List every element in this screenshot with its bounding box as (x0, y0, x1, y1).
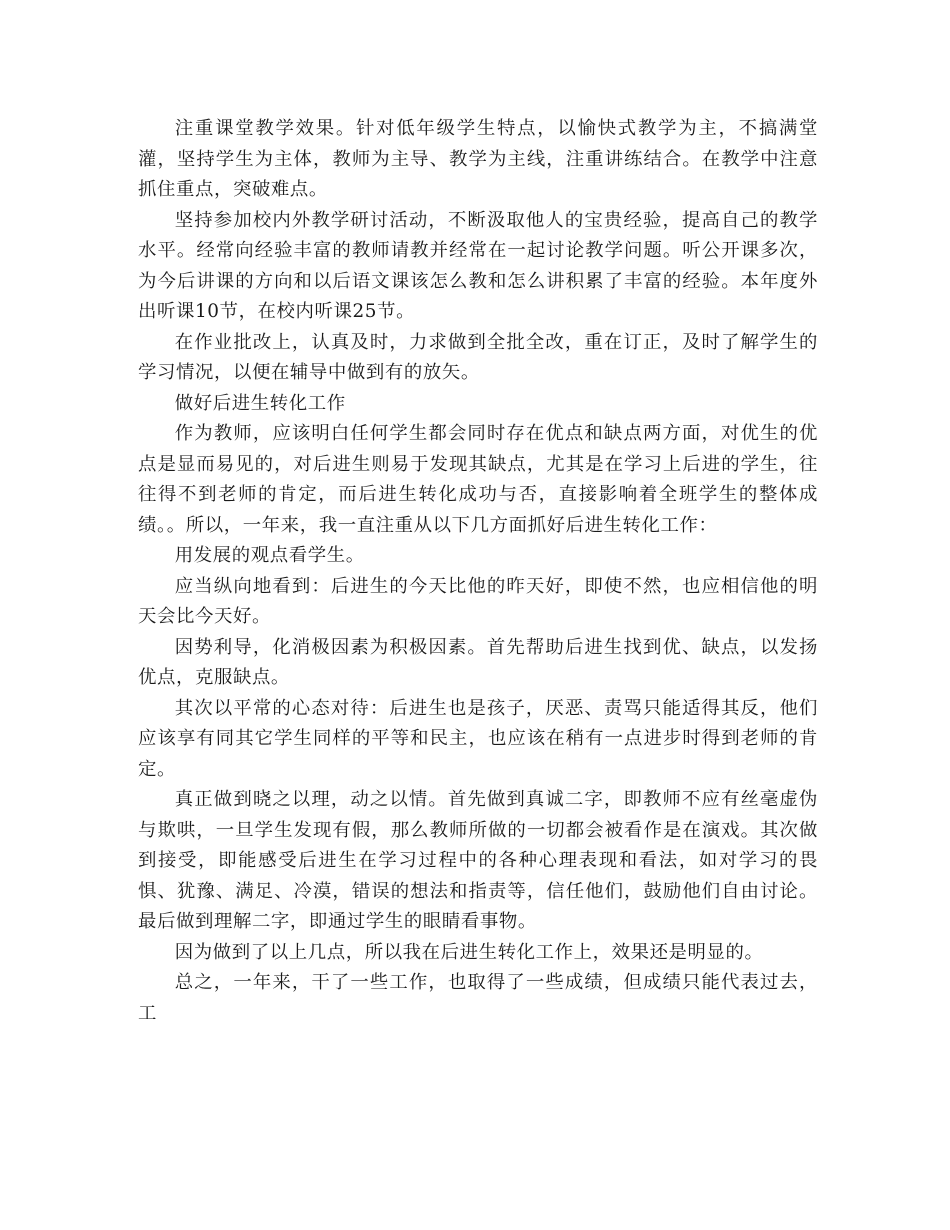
document-body (138, 114, 818, 1029)
paragraph-reason-emotion: 真正做到晓之以理，动之以情。首先做到真诚二字，即教师不应有丝毫虚伪与欺哄，一旦学生发现有假，那么教师所做的一切都会被看作是在演戏。其次做到接受，即能感受后进生在学习过程中的各种心理表现和看法，如对学习的畏惧、犹豫、满足、冷漠，错误的想法和指责等，信任他们，鼓励他们自由讨论。最后做到理解二字，即通过学生的眼睛看事物。 (138, 789, 818, 932)
paragraph-summary: 总之，一年来，干了一些工作，也取得了一些成绩，但成绩只能代表过去，工 (138, 972, 818, 1024)
paragraph-normal-attitude: 其次以平常的心态对待：后进生也是孩子，厌恶、责骂只能适得其反，他们应该享有同其它学生同样的平等和民主，也应该在稍有一点进步时得到老师的肯定。 (138, 697, 818, 780)
paragraph-teaching-research: 坚持参加校内外教学研讨活动，不断汲取他人的宝贵经验，提高自己的教学水平。经常向经验丰富的教师请教并经常在一起讨论教学问题。听公开课多次，为今后讲课的方向和以后语文课该怎么教和怎么讲积累了丰富的经验。本年度外出听课10节，在校内听课25节。 (138, 209, 818, 322)
paragraph-vertical-view: 应当纵向地看到：后进生的今天比他的昨天好，即使不然，也应相信他的明天会比今天好。 (138, 575, 818, 627)
section-heading-underachievers: 做好后进生转化工作 (174, 392, 346, 414)
paragraph-guidance: 因势利导，化消极因素为积极因素。首先帮助后进生找到优、缺点，以发扬优点，克服缺点。 (138, 636, 818, 688)
paragraph-homework-correction: 在作业批改上，认真及时，力求做到全批全改，重在订正，及时了解学生的学习情况，以便在辅导中做到有的放矢。 (138, 331, 818, 383)
paragraph-results: 因为做到了以上几点，所以我在后进生转化工作上，效果还是明显的。 (174, 941, 764, 963)
paragraph-development-view: 用发展的观点看学生。 (174, 545, 365, 566)
paragraph-teacher-view: 作为教师，应该明白任何学生都会同时存在优点和缺点两方面，对优生的优点是显而易见的，对后进生则易于发现其缺点，尤其是在学习上后进的学生，往往得不到老师的肯定，而后进生转化成功与否，直接影响着全班学生的整体成绩。。所以，一年来，我一直注重从以下几方面抓好后进生转化工作： (138, 423, 818, 536)
paragraph-classroom-effect: 注重课堂教学效果。针对低年级学生特点，以愉快式教学为主，不搞满堂灌，坚持学生为主体，教师为主导、教学为主线，注重讲练结合。在教学中注意抓住重点，突破难点。 (138, 118, 818, 200)
